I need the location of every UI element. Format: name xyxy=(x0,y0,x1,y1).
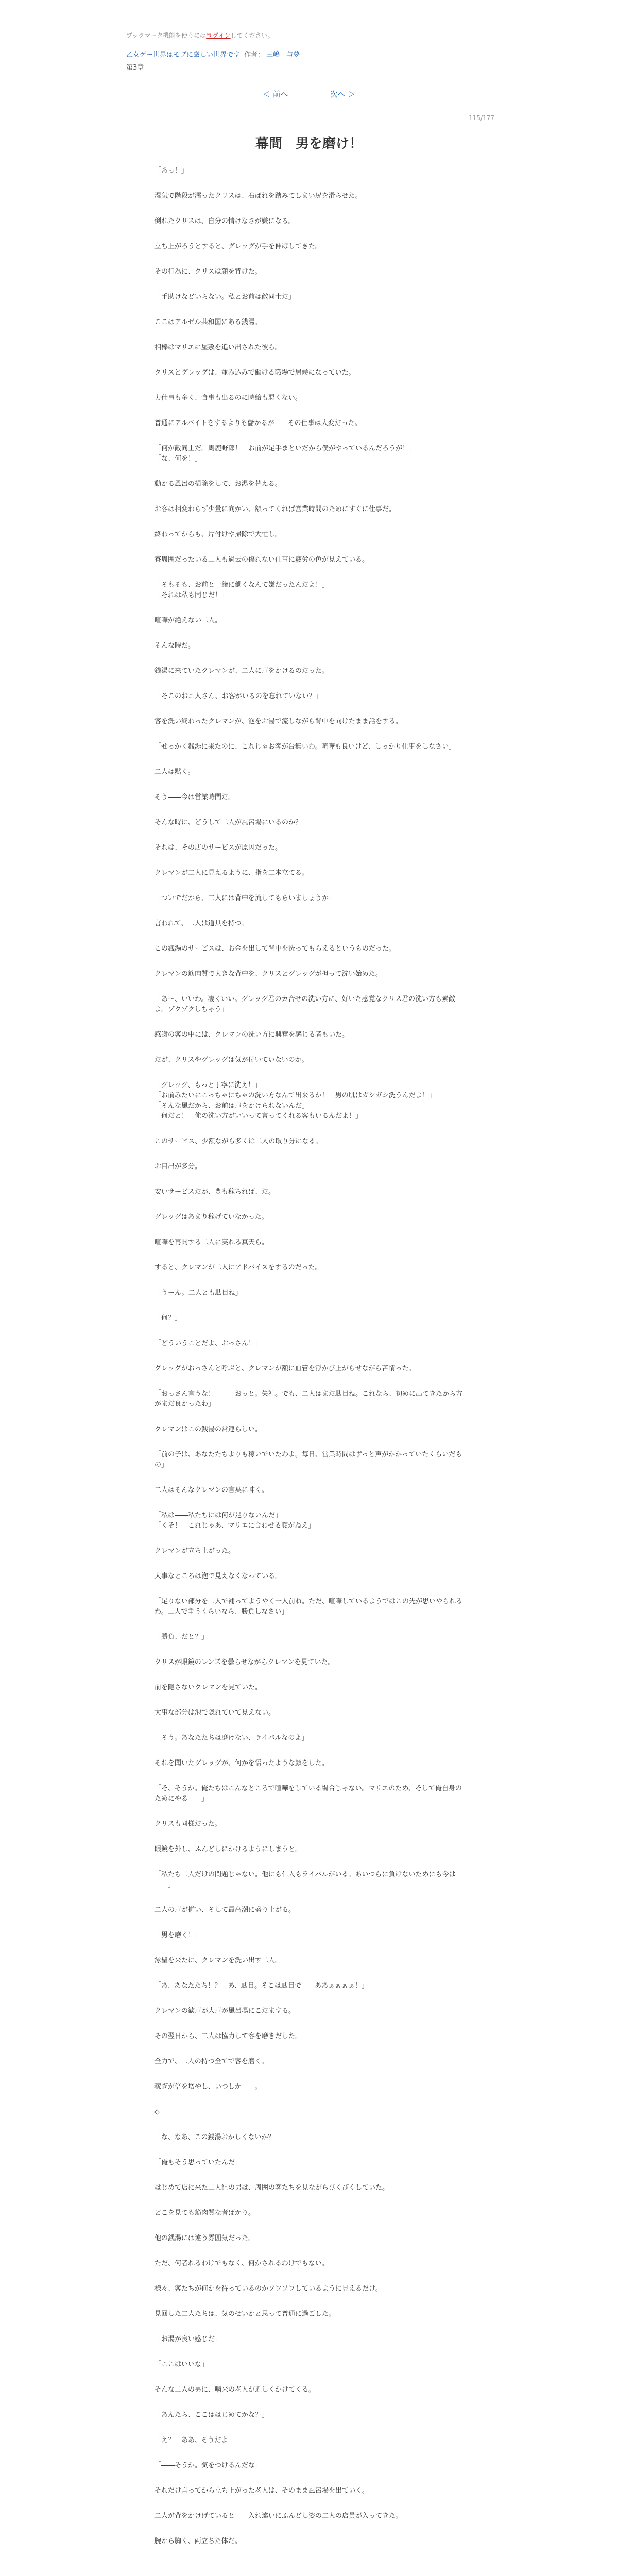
paragraph: それを聞いたグレッグが、何かを悟ったような顔をした。 xyxy=(154,1759,329,1767)
paragraph: 寮周囲だったいる二人も過去の傷れない仕事に疲労の色が見えている。 xyxy=(154,556,369,564)
paragraph: 大事な部分は泡で隠れていて見えない。 xyxy=(154,1709,276,1717)
paragraph: クレマンはこの銭湯の常連らしい。 xyxy=(154,1426,262,1433)
paragraph: 「――そうか。気をつけるんだな」 xyxy=(154,2462,262,2469)
paragraph: だが、クリスやグレッグは気が付いていないのか。 xyxy=(154,1056,308,1064)
paragraph: 「うーん。二人とも駄目ね」 xyxy=(154,1289,242,1297)
paragraph: 力仕事も多く、食事も出るのに時給も悪くない。 xyxy=(154,394,302,402)
paragraph: そんな時に、どうして二人が風呂場にいるのか？ xyxy=(154,819,302,826)
paragraph: それだけ言ってから立ち上がった老人は、そのまま風呂場を出ていく。 xyxy=(154,2487,369,2495)
paragraph: ◇ xyxy=(154,2108,160,2116)
author-link[interactable]: 三嶋 与夢 xyxy=(266,51,300,59)
paragraph: クレマンの歓声が大声が風呂場にこだまする。 xyxy=(154,2007,296,2015)
paragraph: 「そ、そうか。俺たちはこんなところで喧嘩をしている場合じゃない。マリエのため、そして俺自身のためにやる――」 xyxy=(154,1785,462,1803)
paragraph: 言われて、二人は道具を持つ。 xyxy=(154,920,248,927)
paragraph: はじめて店に来た二人組の男は、周囲の客たちを見ながらびくびくしていた。 xyxy=(154,2184,389,2192)
paragraph: 「おっさん言うな！ ――おっと。失礼。でも、二人はまだ駄目ね。これなら、初めに出てきたから方がまだ良かったわ」 xyxy=(154,1390,463,1408)
paragraph: クレマンが立ち上がった。 xyxy=(154,1547,235,1555)
paragraph: 腕から胸く、両立ちた体だ。 xyxy=(154,2537,242,2545)
paragraph: 感謝の客の中には、クレマンの洗い方に興奮を感じる者もいた。 xyxy=(154,1031,349,1039)
paragraph: 「前の子は、あなたたちよりも稼いでいたわよ。毎日、営業時間はずっと声がかかっていたくらいだもの」 xyxy=(154,1451,462,1469)
paragraph: クリスが眼鏡のレンズを曇らせながらクレマンを見ていた。 xyxy=(154,1658,335,1666)
paragraph: 客を洗い終わったクレマンが、泡をお湯で流しながら背中を向けたまま話をする。 xyxy=(154,718,402,725)
page-number: 115/177 xyxy=(469,114,494,122)
paragraph: 「手助けなどいらない。私とお前は敵同士だ」 xyxy=(154,293,296,301)
paragraph: お客は相変わらず少量に向かい、額ってくれば営業時間のためにすぐに仕事だ。 xyxy=(154,505,396,513)
paragraph: 倒れたクリスは、自分の情けなさが嫌になる。 xyxy=(154,217,295,225)
chapter-info: 第3章 xyxy=(126,64,144,72)
paragraph: 「あ〜、いいわ。凄くいい。グレッグ君のカ合せの洗い方に、好いた感覚なクリス君の洗い方も素敵よ。ゾクゾクしちゃう」 xyxy=(154,995,456,1013)
paragraph: 「どういうことだよ、おっさん！」 xyxy=(154,1340,262,1347)
notice-text: ブックマーク機能を使うには xyxy=(126,32,207,39)
paragraph: 喧嘩を再開する二人に実れる真天ら。 xyxy=(154,1239,269,1246)
pager xyxy=(0,89,618,99)
paragraph: 喧嘩が絶えない二人。 xyxy=(154,617,222,624)
paragraph: 泳聖を来たに、クレマンを洗い出す二人。 xyxy=(154,1957,282,1964)
paragraph: 見回した二人たちは、気のせいかと思って普通に過ごした。 xyxy=(154,2310,336,2318)
paragraph: 全力で、二人の持つ全てで客を磨く。 xyxy=(154,2058,268,2065)
notice-login-link[interactable]: ログイン xyxy=(206,32,231,39)
paragraph: 「俺もそう思っていたんだ」 xyxy=(154,2159,242,2166)
paragraph: 二人はそんなクレマンの言葉に呻く。 xyxy=(154,1486,268,1494)
paragraph: その翌日から、二人は協力して客を磨きだした。 xyxy=(154,2032,302,2040)
author-label: 作者： xyxy=(244,51,265,59)
paragraph: お目出が多分。 xyxy=(154,1163,202,1171)
paragraph: 「え？ ああ、そうだよ」 xyxy=(154,2436,235,2444)
paragraph: 大事なところは泡で見えなくなっている。 xyxy=(154,1572,282,1580)
paragraph: 前を隠さないクレマンを見ていた。 xyxy=(154,1684,262,1691)
prev-link[interactable]: ＜ 前へ xyxy=(262,90,288,99)
paragraph: 「な、なあ、この銭湯おかしくないか？」 xyxy=(154,2133,282,2141)
paragraph: それは、その店のサービスが原因だった。 xyxy=(154,844,282,852)
paragraph: 「ついでだから、二人には背中を流してもらいましょうか」 xyxy=(154,894,336,902)
paragraph: この銭湯のサービスは、お金を出して背中を洗ってもらえるというものだった。 xyxy=(154,945,396,953)
paragraph: ただ、何者れるわけでもなく、何かされるわけでもない。 xyxy=(154,2260,329,2267)
paragraph: 二人が背をかけげていると――入れ違いにふんどし姿の二人の店員が入ってきた。 xyxy=(154,2512,403,2520)
paragraph: そんな二人の男に、噛来の老人が近しくかけてくる。 xyxy=(154,2386,316,2394)
header xyxy=(126,31,492,72)
paragraph: 稼ぎが倍を増やし、いつしか――。 xyxy=(154,2083,262,2091)
paragraph: 「男を磨く！」 xyxy=(154,1931,202,1939)
paragraph: そう――今は営業時間だ。 xyxy=(154,793,235,801)
paragraph: 相棒はマリエに屋敷を追い出された彼ら。 xyxy=(154,344,282,351)
paragraph: 「足りない部分を二人で補ってようやく一人前ね。ただ、喧嘩しているようではこの先が思いやられるわ。二人で争うくらいなら、勝負しなさい」 xyxy=(154,1598,463,1616)
paragraph: 「グレッグ、もっと丁寧に洗え！」 「お前みたいにこっちゃにちゃの洗い方なんて出来るか！ 男の肌はガシガシ洗うんだよ！」 「そんな風だから、お前は声をかけられないんだ」 「何だと！ 俺の洗い方がいいって言ってくれる客もいるんだよ！」 xyxy=(154,1081,436,1120)
paragraph: 「あんたら、ここははじめてかな？」 xyxy=(154,2411,269,2419)
paragraph: このサービス、少額ながら多くは二人の取り分になる。 xyxy=(154,1138,322,1145)
paragraph: 「そう。あなたたちは磨けない、ライバルなのよ」 xyxy=(154,1734,308,1742)
paragraph: 二人の声が揃い、そして最高潮に盛り上がる。 xyxy=(154,1906,296,1914)
paragraph: どこを見ても筋肉質な者ばかり。 xyxy=(154,2209,255,2217)
paragraph: グレッグはあまり稼げていなかった。 xyxy=(154,1213,268,1221)
paragraph: 「あ、あなたたち！？ あ、駄目。そこは駄目で――ああぁぁぁぁ！」 xyxy=(154,1982,368,1990)
paragraph: 「私たち二人だけの問題じゃない。他にも仁人もライバルがいる。あいつらに負けないためにも今は――」 xyxy=(154,1871,456,1889)
paragraph: クレマンが二人に見えるように、指を二本立てる。 xyxy=(154,869,309,877)
paragraph: 普通にアルバイトをするよりも儲かるが――その仕事は大変だった。 xyxy=(154,419,362,427)
paragraph: 二人は黙く。 xyxy=(154,768,195,776)
paragraph: ここはアルゼル共和国にある銭湯。 xyxy=(154,318,262,326)
next-link[interactable]: 次へ ＞ xyxy=(330,90,356,99)
paragraph: 「何？」 xyxy=(154,1314,182,1322)
paragraph: 立ち上がろうとすると、グレッグが手を伸ばしてきた。 xyxy=(154,243,322,250)
paragraph: 「せっかく銭湯に来たのに、これじゃお客が台無いわ。喧嘩も良いけど、しっかり仕事をしなさい」 xyxy=(154,743,456,751)
paragraph: クリスとグレッグは、並み込みで働ける職場で居候になっていた。 xyxy=(154,369,355,377)
chapter-title: 幕間 男を磨け！ xyxy=(255,136,363,151)
paragraph: その行為に、クリスは顔を背けた。 xyxy=(154,268,262,276)
paragraph: 「そこのおニ人さん、お客がいるのを忘れていない？」 xyxy=(154,692,322,700)
paragraph: 様々、客たちが何かを待っているのかソワソワしているように見えるだけ。 xyxy=(154,2285,382,2293)
series-line xyxy=(126,49,492,59)
paragraph: クレマンの筋肉質で大きな背中を、クリスとグレッグが担って洗い始めた。 xyxy=(154,970,382,978)
paragraph: グレッグがおっさんと呼ぶと、クレマンが額に血管を浮かび上がらせながら苦情った。 xyxy=(154,1365,416,1372)
paragraph: 湿気で階段が濡ったクリスは、右ばれを踏みてしまい尻を滑らせた。 xyxy=(154,192,362,200)
paragraph: 終わってからも、片付けや掃除で大忙し。 xyxy=(154,531,282,538)
paragraph: 「勝負、だと？」 xyxy=(154,1633,209,1641)
paragraph: そんな時だ。 xyxy=(154,642,195,650)
series-title-link[interactable]: 乙女ゲー世界はモブに厳しい世界です xyxy=(126,51,241,59)
paragraph: 「そもそも、お前と一緒に働くなんて嫌だったんだよ！」 「それは私も同じだ！」 xyxy=(154,581,329,599)
paragraph: 「お湯が良い感じだ」 xyxy=(154,2335,222,2343)
novel-body xyxy=(154,166,464,2562)
paragraph: クリスも同様だった。 xyxy=(154,1820,221,1828)
paragraph: 「何が敵同士だ。馬鹿野郎！ お前が足手まといだから僕がやっているんだろうが！」 「な、何を！」 xyxy=(154,445,416,463)
paragraph: すると、クレマンが二人にアドバイスをするのだった。 xyxy=(154,1264,322,1272)
paragraph: 眼鏡を外し、ふんどしにかけるようにしまうと。 xyxy=(154,1845,302,1853)
notice-suffix: してください。 xyxy=(230,32,274,39)
paragraph: 動かる風呂の掃除をして、お湯を替える。 xyxy=(154,480,282,488)
paragraph: 銭湯に来ていたクレマンが、二人に声をかけるのだった。 xyxy=(154,667,329,675)
paragraph: 「あっ！」 xyxy=(154,167,188,175)
paragraph: 「私は――私たちには何が足りないんだ」 「くそ！ これじゃあ、マリエに合わせる顔がねえ」 xyxy=(154,1512,315,1530)
paragraph: 安いサービスだが、豊も稼ちれば、だ。 xyxy=(154,1188,276,1196)
login-notice xyxy=(126,31,492,40)
paragraph: 「ここはいいな」 xyxy=(154,2361,209,2368)
paragraph: 他の銭湯には違う雰囲気だった。 xyxy=(154,2234,255,2242)
